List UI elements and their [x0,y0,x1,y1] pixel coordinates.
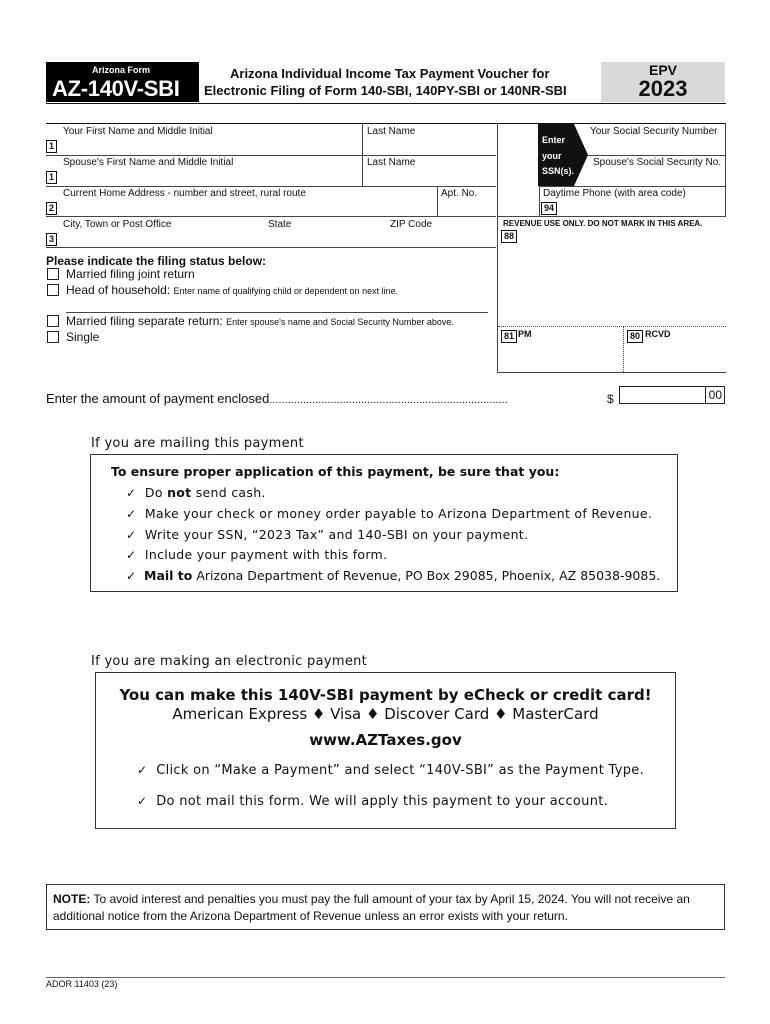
pm-label: PM [518,329,532,339]
grid-rule [362,123,363,186]
single-label: Single [66,330,100,344]
head-of-household-checkbox[interactable] [47,284,59,296]
mailing-item-include [126,547,387,562]
filing-status-heading: Please indicate the filing status below: [46,254,267,268]
accepted-cards: American Express ♦ Visa ♦ Discover Card ♦ MasterCard [172,705,599,723]
first-name-label: Your First Name and Middle Initial [63,126,213,137]
checkmark-icon: ✓ [137,794,148,808]
single-checkbox[interactable] [47,331,59,343]
ssn-label: Your Social Security Number [590,126,718,137]
mailing-item-no-cash [126,485,266,500]
footer-form-code: ADOR 11403 (23) [46,979,118,989]
apt-field[interactable] [440,201,498,217]
city-field[interactable] [62,232,266,248]
separate-note: Enter spouse's name and Social Security Number above. [226,317,454,327]
revenue-notice: REVENUE USE ONLY. DO NOT MARK IN THIS AREA. [503,219,703,228]
apt-label: Apt. No. [441,188,478,199]
header-rule [46,103,726,104]
grid-rule [585,155,725,156]
item5-bold: Mail to [144,568,193,583]
line-number-88: 88 [501,230,517,243]
city-label: City, Town or Post Office [63,219,172,230]
mailing-intro: To ensure proper application of this payment, be sure that you: [111,464,560,479]
form-code: EPV [648,62,677,78]
line-number-2: 2 [46,202,57,215]
mailing-item-address [126,568,660,583]
spouse-ssn-field[interactable] [592,170,726,186]
electronic-item-no-mail [137,794,608,809]
item1-pre: Do [144,485,168,500]
title-line-2: Electronic Filing of Form 140-SBI, 140PY-SBI or 140NR-SBI [204,83,567,98]
footer-rule [46,977,725,978]
enter-ssn-line-2: your [542,151,562,161]
separate-return-checkbox[interactable] [47,315,59,327]
item5-post: Arizona Department of Revenue, PO Box 29085, Phoenix, AZ 85038-9085. [192,568,661,583]
payment-label [46,391,508,406]
enter-ssn-line-3: SSN(s). [542,166,575,176]
spouse-last-name-label: Last Name [367,157,416,168]
checkmark-icon: ✓ [126,569,137,583]
line-number-81: 81 [501,330,517,343]
tax-year: 2023 [638,76,688,101]
spouse-first-name-field[interactable] [62,170,362,186]
checkmark-icon: ✓ [137,763,148,777]
joint-return-label: Married filing joint return [66,267,195,281]
separate-return-label [66,314,454,328]
spouse-first-name-label: Spouse's First Name and Middle Initial [63,157,234,168]
hoh-label-text: Head of household: [66,283,171,297]
spouse-last-name-field[interactable] [366,170,498,186]
line-number-1: 1 [46,140,57,153]
form-label: Arizona Form [92,65,151,75]
head-of-household-label [66,283,398,297]
e-item1-text: Click on “Make a Payment” and select “140V-SBI” as the Payment Type. [156,763,645,778]
item2-text: Make your check or money order payable to Arizona Department of Revenue. [144,506,653,521]
item4-text: Include your payment with this form. [144,547,388,562]
revenue-dotted-rule [498,326,726,328]
electronic-title: You can make this 140V-SBI payment by eCheck or credit card! [119,686,652,704]
line-number-94: 94 [541,202,557,215]
first-name-field[interactable] [62,139,362,155]
grid-rule [46,186,496,187]
note-box [46,884,725,930]
header-rule-thin [46,123,726,124]
zip-label: ZIP Code [390,219,433,230]
grid-rule [497,123,498,373]
state-field[interactable] [267,232,389,248]
line-number-3: 3 [46,233,57,246]
last-name-field[interactable] [366,139,498,155]
line-number-1-spouse: 1 [46,171,57,184]
rcvd-label: RCVD [645,329,671,339]
last-name-label: Last Name [367,126,416,137]
note-text: To avoid interest and penalties you must pay the full amount of your tax by April 15, 2024. You will not receive an additional notice from the Arizona Department of Revenue unless an error exists with your return. [53,892,690,923]
e-item2-text: Do not mail this form. We will apply this payment to your account. [156,794,609,809]
electronic-item-make-payment [137,763,644,778]
currency-symbol: $ [607,392,614,406]
enter-ssn-line-1: Enter [542,135,566,145]
hoh-note: Enter name of qualifying child or dependent on next line. [173,286,399,296]
grid-rule [539,186,540,216]
joint-return-checkbox[interactable] [47,268,59,280]
grid-rule [497,372,726,373]
address-label: Current Home Address - number and street, rural route [63,188,306,199]
electronic-heading: If you are making an electronic payment [91,654,368,669]
item3-text: Write your SSN, “2023 Tax” and 140-SBI on your payment. [144,527,529,542]
state-label: State [268,219,292,230]
note-label: NOTE: [53,892,91,906]
payment-cents: 00 [705,386,725,404]
checkmark-icon: ✓ [126,507,137,521]
aztaxes-link[interactable]: www.AZTaxes.gov [309,731,462,749]
leader-dots: .............................................................................. [269,394,508,406]
checkmark-icon: ✓ [126,548,137,562]
checkmark-icon: ✓ [126,486,137,500]
form-number: AZ-140V-SBI [52,76,180,101]
separate-label-text: Married filing separate return: [66,314,223,328]
payment-label-text: Enter the amount of payment enclosed [46,391,270,406]
item1-bold: not [167,485,192,500]
phone-field[interactable] [560,201,726,217]
mailing-heading: If you are mailing this payment [91,436,304,451]
item1-post: send cash. [191,485,266,500]
phone-label: Daytime Phone (with area code) [543,188,686,199]
zip-field[interactable] [389,232,498,248]
spouse-ssn-label: Spouse's Social Security No. [593,157,722,168]
address-field[interactable] [62,201,438,217]
qualifying-dependent-field[interactable] [66,298,488,313]
grid-rule [540,186,726,187]
line-number-80: 80 [627,330,643,343]
mailing-item-write-ssn [126,527,528,542]
mailing-item-payable [126,506,652,521]
checkmark-icon: ✓ [126,528,137,542]
grid-rule [46,155,496,156]
title-line-1: Arizona Individual Income Tax Payment Voucher for [230,66,550,81]
revenue-divider [623,327,625,372]
ssn-field[interactable] [592,139,726,155]
payment-amount-field[interactable] [619,386,705,404]
